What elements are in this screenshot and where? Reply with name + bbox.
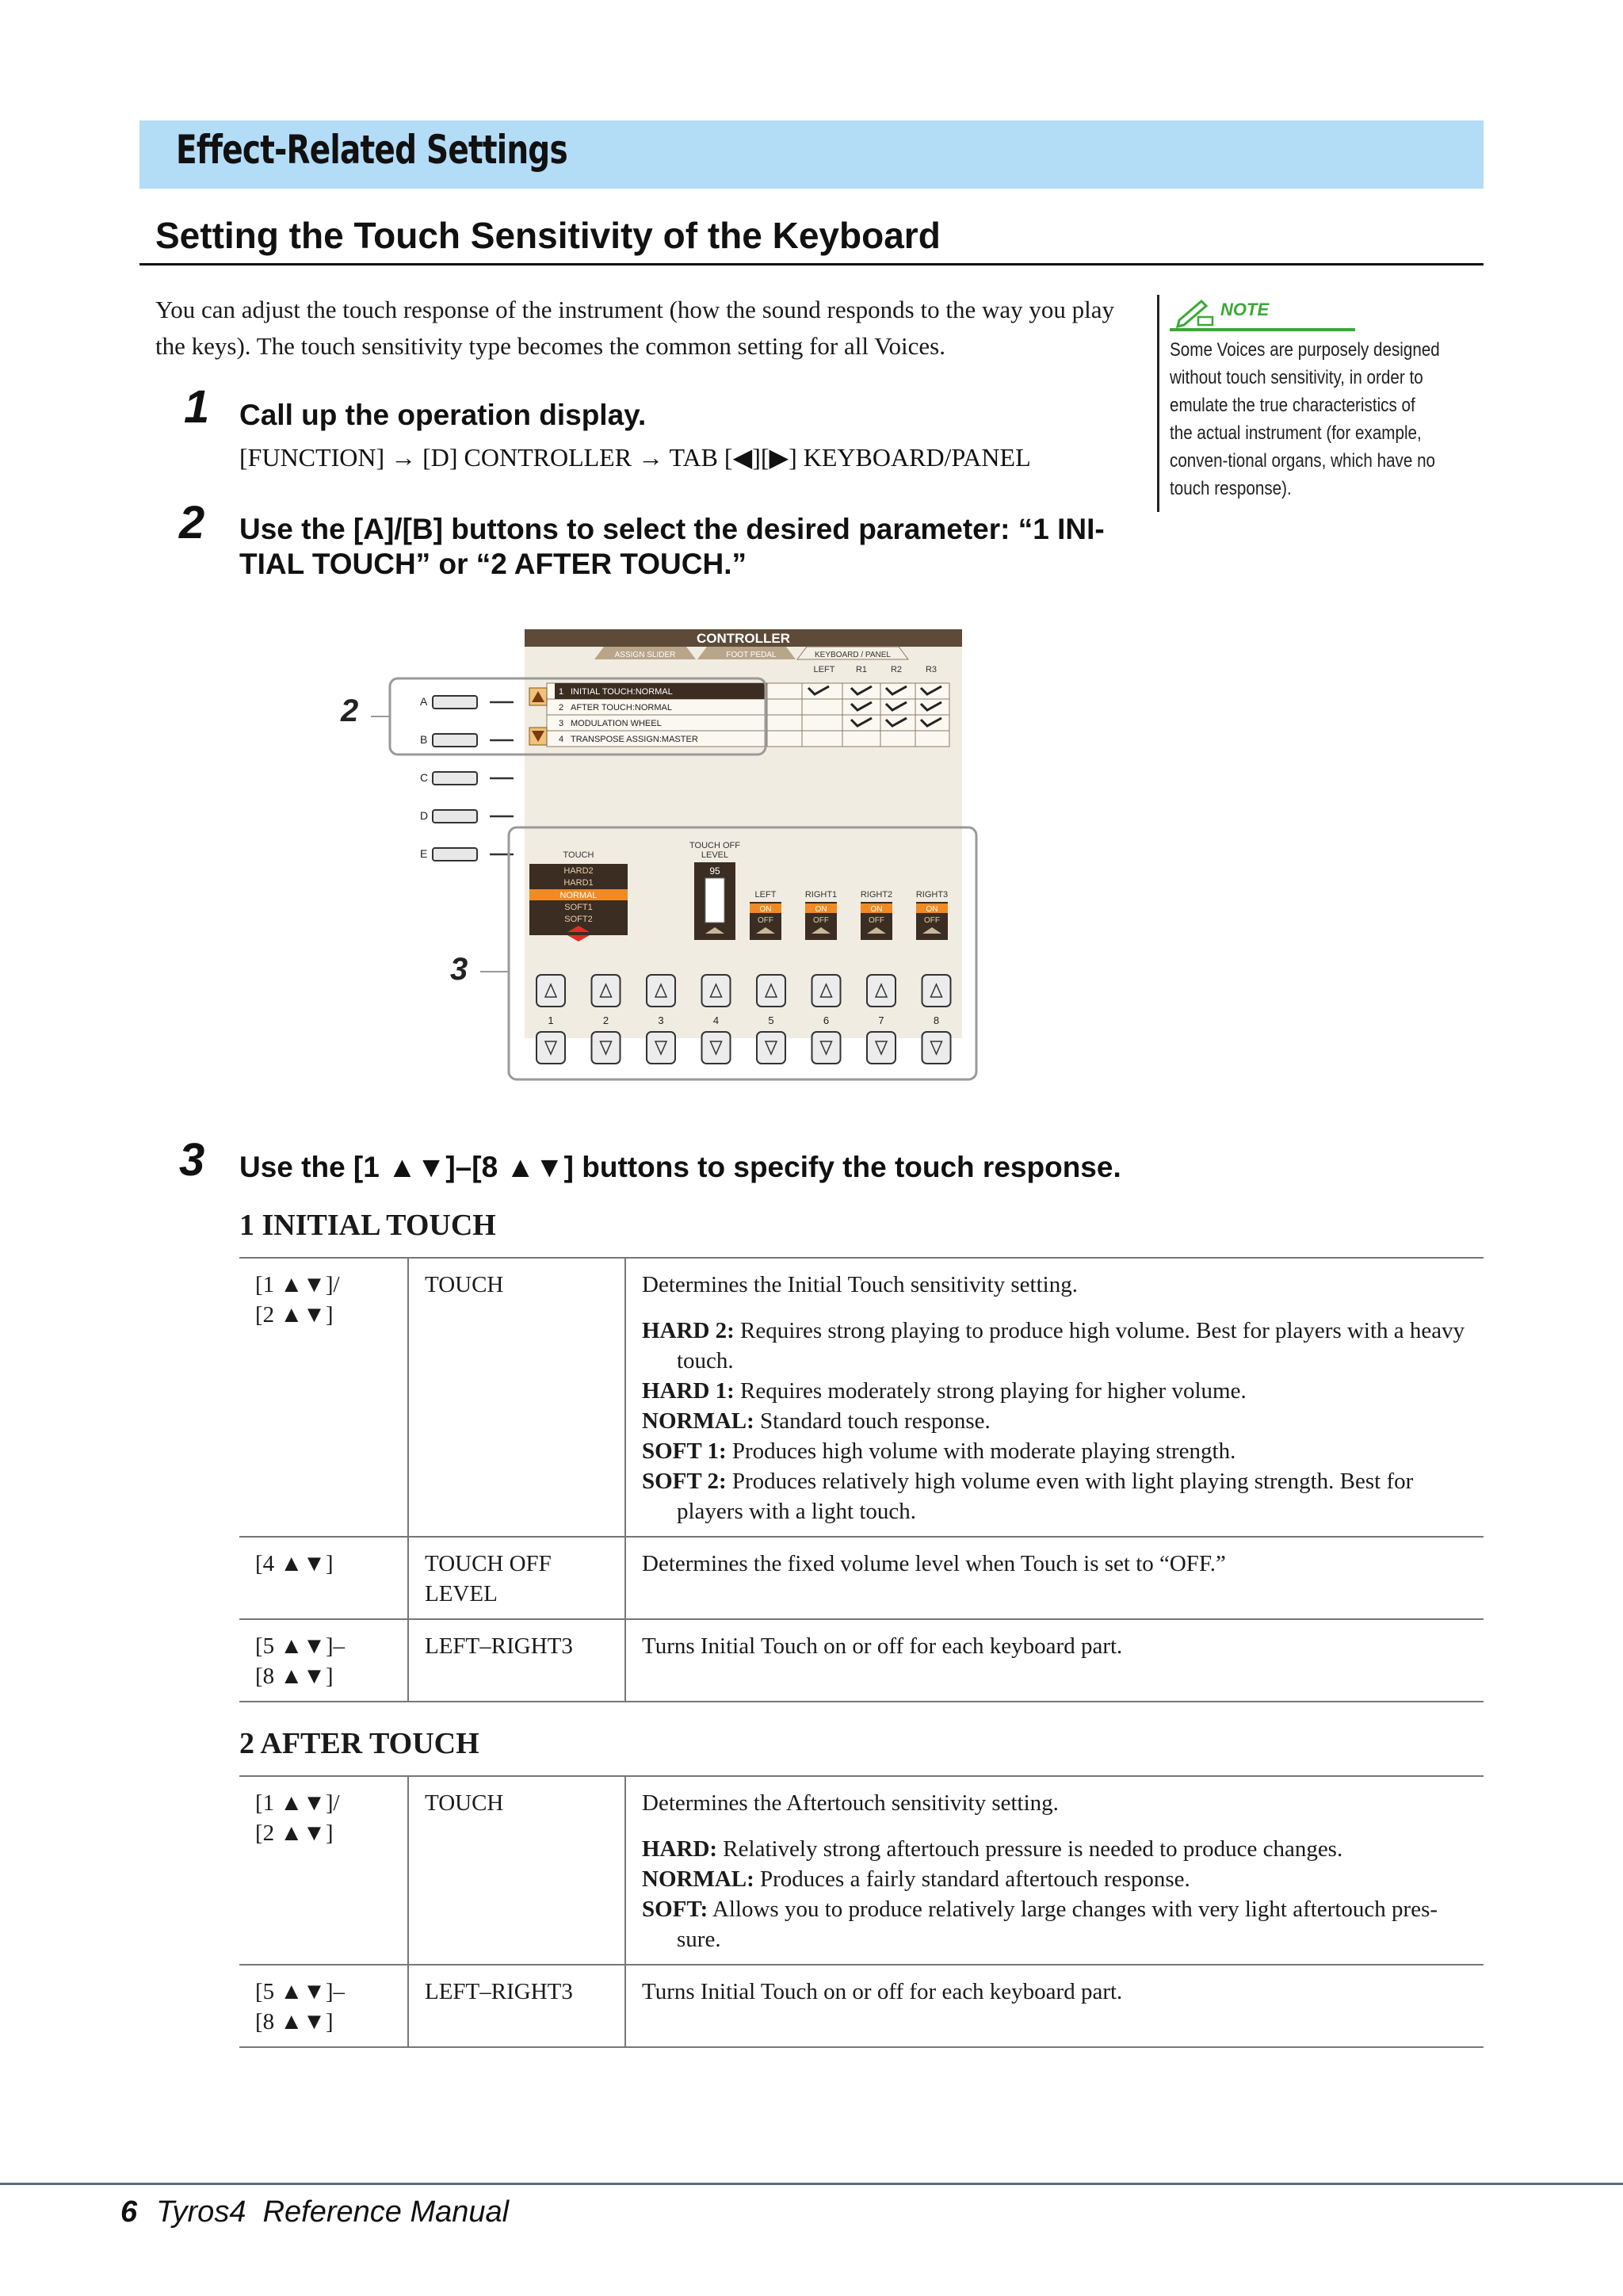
manual-title: Tyros4 Reference Manual	[156, 2195, 510, 2229]
button-8-down[interactable]	[922, 1032, 951, 1064]
off-label: OFF	[924, 916, 940, 925]
initial-touch-heading: 1 INITIAL TOUCH	[239, 1209, 496, 1242]
button-c-label: C	[420, 771, 429, 784]
button-c[interactable]	[433, 772, 477, 785]
button-3-up[interactable]	[647, 975, 675, 1007]
touch-off-label-2: LEVEL	[701, 850, 729, 860]
note-label: NOTE	[1220, 300, 1270, 319]
button-5-down[interactable]	[757, 1032, 785, 1064]
button-4-up[interactable]	[702, 975, 731, 1007]
table-row	[239, 1537, 1484, 1619]
param-name: TOUCH	[425, 1272, 504, 1297]
button-7-label: 7	[878, 1014, 884, 1026]
after-touch-heading: 2 AFTER TOUCH	[239, 1727, 479, 1760]
button-ref: [5 ▲▼]–	[255, 1633, 345, 1659]
step-1-number: 1	[184, 381, 210, 433]
button-ref: [8 ▲▼]	[255, 2009, 334, 2034]
button-ref: [1 ▲▼]/	[255, 1272, 340, 1297]
touch-option-normal[interactable]: NORMAL	[559, 891, 598, 900]
section-title: Effect-Related Settings	[176, 127, 567, 173]
button-ref: [2 ▲▼]	[255, 1302, 334, 1328]
param-2[interactable]: AFTER TOUCH:NORMAL	[571, 703, 672, 712]
step-1-title: Call up the operation display.	[239, 399, 647, 431]
touch-off-label: TOUCH OFF	[689, 841, 740, 850]
touch-option-soft1[interactable]: SOFT1	[564, 903, 593, 912]
button-3-down[interactable]	[647, 1032, 675, 1064]
after-touch-table	[239, 1775, 1484, 2048]
off-label: OFF	[869, 916, 884, 925]
callout-3-number: 3	[450, 952, 468, 987]
button-6-down[interactable]	[812, 1032, 841, 1064]
button-ref: [1 ▲▼]/	[255, 1790, 340, 1816]
step-2-title: Use the [A]/[B] buttons to select the desired parameter: “1 INI-TIAL TOUCH” or “2 AFTER TOUCH.”	[239, 513, 1105, 580]
button-2-down[interactable]	[592, 1032, 621, 1064]
level-bar	[705, 878, 724, 923]
note-bar	[1157, 295, 1159, 512]
param-description: Turns Initial Touch on or off for each keyboard part.	[642, 1979, 1123, 2004]
button-a[interactable]	[433, 696, 477, 709]
param-name: TOUCH OFF	[425, 1551, 552, 1576]
button-d[interactable]	[433, 810, 477, 823]
footer-rule	[0, 2183, 1623, 2185]
step-3-number: 3	[179, 1134, 205, 1186]
part-right2-label: RIGHT2	[860, 890, 893, 900]
col-r3: R3	[925, 665, 938, 674]
touch-option-hard1[interactable]: HARD1	[563, 878, 594, 888]
page-footer	[120, 2195, 509, 2229]
button-ref: [4 ▲▼]	[255, 1551, 334, 1576]
page-number: 6	[120, 2195, 138, 2229]
param-4[interactable]: TRANSPOSE ASSIGN:MASTER	[571, 735, 698, 744]
param-3[interactable]: MODULATION WHEEL	[571, 719, 662, 728]
part-right1-label: RIGHT1	[804, 890, 838, 900]
button-e[interactable]	[433, 848, 477, 861]
param-name: LEFT–RIGHT3	[425, 1979, 573, 2004]
button-a-label: A	[420, 695, 428, 708]
intro-paragraph: You can adjust the touch response of the instrument (how the sound responds to the way you play the keys). The touch sensitivity type becomes the common setting for all Voices.	[155, 296, 1114, 360]
list-item: HARD: Relatively strong aftertouch pressure is needed to produce changes.	[642, 1836, 1343, 1862]
param-1-num: 1	[559, 687, 564, 697]
button-2-label: 2	[602, 1014, 609, 1026]
list-item: HARD 2: Requires strong playing to produce high volume. Best for players with a heavy touch.	[642, 1318, 1465, 1373]
table-row	[239, 1776, 1484, 1965]
col-left: LEFT	[813, 665, 835, 674]
on-label: ON	[870, 905, 883, 914]
col-r1: R1	[855, 665, 868, 674]
button-1-label: 1	[548, 1014, 554, 1026]
note-text: Some Voices are purposely designed without touch sensitivity, in order to emulate the true characteristics of the actual instrument (for example, conven-tional organs, which have no touch response).	[1170, 339, 1440, 499]
param-4-num: 4	[559, 735, 564, 744]
page-heading: Setting the Touch Sensitivity of the Keyboard	[155, 215, 941, 256]
tab-foot-pedal-label: FOOT PEDAL	[726, 651, 777, 659]
controller-screen-diagram	[317, 618, 999, 1094]
button-1-down[interactable]	[537, 1032, 565, 1064]
list-item: SOFT: Allows you to produce relatively large changes with very light aftertouch pres-sure.	[642, 1897, 1438, 1952]
touch-off-value: 95	[709, 865, 720, 877]
button-7-up[interactable]	[867, 975, 896, 1007]
on-label: ON	[815, 905, 827, 914]
callout-2-number: 2	[341, 693, 359, 728]
param-description: Determines the fixed volume level when Touch is set to “OFF.”	[642, 1551, 1226, 1576]
button-8-label: 8	[933, 1014, 940, 1026]
param-name: LEFT–RIGHT3	[425, 1633, 573, 1659]
list-item: NORMAL: Produces a fairly standard aftertouch response.	[642, 1866, 1190, 1892]
part-left-label: LEFT	[754, 890, 777, 900]
off-label: OFF	[813, 916, 829, 925]
step-3-title: Use the [1 ▲▼]–[8 ▲▼] buttons to specify the touch response.	[239, 1151, 1121, 1183]
param-description: Turns Initial Touch on or off for each keyboard part.	[642, 1633, 1123, 1659]
touch-option-hard2[interactable]: HARD2	[563, 866, 594, 876]
list-item: NORMAL: Standard touch response.	[642, 1408, 991, 1434]
param-description: Determines the Initial Touch sensitivity setting.	[642, 1272, 1078, 1297]
list-item: HARD 1: Requires moderately strong playing for higher volume.	[642, 1378, 1247, 1404]
heading-rule	[139, 263, 1484, 266]
button-e-label: E	[420, 847, 428, 860]
button-4-label: 4	[712, 1014, 720, 1026]
button-5-label: 5	[768, 1014, 774, 1026]
part-right3-label: RIGHT3	[915, 890, 949, 900]
tab-assign-slider-label: ASSIGN SLIDER	[614, 651, 676, 659]
initial-touch-table	[239, 1257, 1484, 1702]
step-1-path: [FUNCTION] → [D] CONTROLLER → TAB [◀][▶] KEYBOARD/PANEL	[239, 443, 1031, 472]
step-2-number: 2	[179, 497, 205, 548]
button-6-label: 6	[823, 1014, 830, 1026]
button-8-up[interactable]	[922, 975, 951, 1007]
button-ref: [2 ▲▼]	[255, 1820, 334, 1846]
list-item: SOFT 2: Produces relatively high volume even with light playing strength. Best for players with a light touch.	[642, 1469, 1414, 1524]
button-6-up[interactable]	[812, 975, 841, 1007]
touch-option-soft2[interactable]: SOFT2	[564, 915, 593, 924]
col-r2: R2	[890, 665, 903, 674]
button-b[interactable]	[433, 734, 477, 747]
param-3-num: 3	[559, 719, 564, 728]
list-item: SOFT 1: Produces high volume with moderate playing strength.	[642, 1438, 1236, 1464]
button-ref: [5 ▲▼]–	[255, 1979, 345, 2004]
button-1-up[interactable]	[537, 975, 565, 1007]
lcd-title: CONTROLLER	[696, 631, 791, 646]
button-4-down[interactable]	[702, 1032, 731, 1064]
button-7-down[interactable]	[867, 1032, 896, 1064]
button-ref: [8 ▲▼]	[255, 1664, 334, 1689]
param-name: TOUCH	[425, 1790, 504, 1816]
table-row	[239, 1965, 1484, 2047]
on-label: ON	[759, 905, 772, 914]
param-1[interactable]: INITIAL TOUCH:NORMAL	[571, 687, 673, 697]
button-d-label: D	[420, 809, 429, 822]
off-label: OFF	[758, 916, 773, 925]
param-2-num: 2	[559, 703, 564, 712]
button-2-up[interactable]	[592, 975, 621, 1007]
param-name: LEVEL	[425, 1581, 498, 1606]
table-row	[239, 1619, 1484, 1702]
pencil-icon	[1174, 296, 1217, 328]
button-3-label: 3	[658, 1014, 664, 1026]
side-buttons	[420, 695, 514, 861]
param-description: Determines the Aftertouch sensitivity setting.	[642, 1790, 1059, 1816]
table-row	[239, 1258, 1484, 1537]
touch-label: TOUCH	[563, 850, 594, 860]
button-b-label: B	[420, 733, 428, 746]
tab-keyboard-panel-label: KEYBOARD / PANEL	[815, 651, 891, 659]
button-5-up[interactable]	[757, 975, 785, 1007]
on-label: ON	[926, 905, 938, 914]
